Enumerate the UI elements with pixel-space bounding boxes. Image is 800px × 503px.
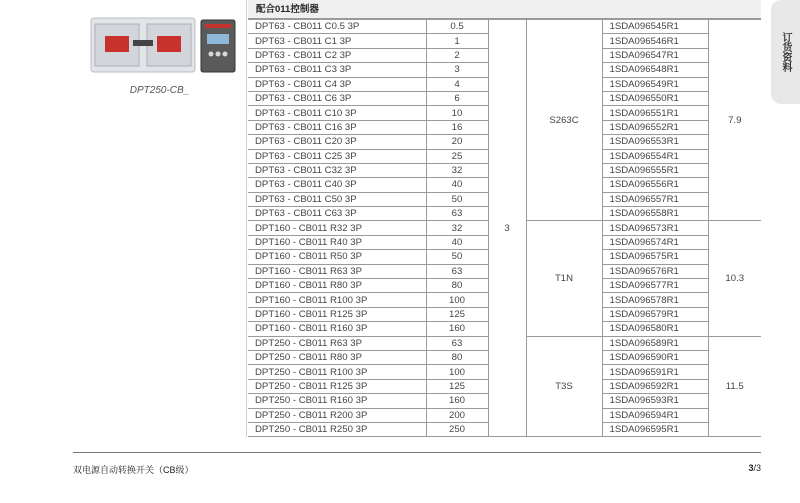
order-code-cell: 1SDA096573R1 — [602, 221, 708, 235]
current-cell: 3 — [426, 63, 488, 77]
model-cell: DPT250 - CB011 R160 3P — [248, 394, 426, 408]
weight-cell: 11.5 — [708, 336, 761, 437]
order-code-cell: 1SDA096593R1 — [602, 394, 708, 408]
transfer-switch-image — [89, 14, 239, 76]
current-cell: 1 — [426, 34, 488, 48]
order-code-cell: 1SDA096592R1 — [602, 379, 708, 393]
order-code-cell: 1SDA096595R1 — [602, 422, 708, 436]
side-tab[interactable] — [771, 0, 800, 104]
order-code-cell: 1SDA096549R1 — [602, 77, 708, 91]
page-number — [720, 463, 761, 473]
footer-divider — [73, 452, 761, 453]
model-cell: DPT63 - CB011 C6 3P — [248, 91, 426, 105]
current-cell: 250 — [426, 422, 488, 436]
current-cell: 63 — [426, 264, 488, 278]
current-cell: 160 — [426, 322, 488, 336]
ordering-table — [248, 0, 761, 437]
current-cell: 50 — [426, 192, 488, 206]
order-code-cell: 1SDA096545R1 — [602, 20, 708, 34]
order-code-cell: 1SDA096554R1 — [602, 149, 708, 163]
section-header: 配合011控制器 — [248, 0, 761, 19]
order-code-cell: 1SDA096550R1 — [602, 91, 708, 105]
model-cell: DPT63 - CB011 C16 3P — [248, 120, 426, 134]
order-code-cell: 1SDA096551R1 — [602, 106, 708, 120]
order-code-cell: 1SDA096552R1 — [602, 120, 708, 134]
model-cell: DPT63 - CB011 C32 3P — [248, 163, 426, 177]
model-cell: DPT250 - CB011 R80 3P — [248, 350, 426, 364]
model-cell: DPT250 - CB011 R200 3P — [248, 408, 426, 422]
order-code-cell: 1SDA096546R1 — [602, 34, 708, 48]
page-current: 3 — [748, 463, 754, 473]
order-code-cell: 1SDA096590R1 — [602, 350, 708, 364]
current-cell: 80 — [426, 350, 488, 364]
breaker-cell: T1N — [526, 221, 602, 336]
model-cell: DPT160 - CB011 R40 3P — [248, 235, 426, 249]
order-code-cell: 1SDA096580R1 — [602, 322, 708, 336]
product-caption: DPT250-CB_ — [129, 85, 190, 96]
current-cell: 125 — [426, 307, 488, 321]
model-cell: DPT63 - CB011 C20 3P — [248, 135, 426, 149]
order-code-cell: 1SDA096553R1 — [602, 135, 708, 149]
poles-cell: 3 — [488, 20, 526, 437]
breaker-cell: T3S — [526, 336, 602, 437]
model-cell: DPT250 - CB011 R100 3P — [248, 365, 426, 379]
ordering-table-body — [248, 19, 761, 437]
order-code-cell: 1SDA096556R1 — [602, 178, 708, 192]
current-cell: 80 — [426, 279, 488, 293]
current-cell: 2 — [426, 48, 488, 62]
model-cell: DPT160 - CB011 R160 3P — [248, 322, 426, 336]
weight-cell: 10.3 — [708, 221, 761, 336]
current-cell: 0.5 — [426, 20, 488, 34]
order-code-cell: 1SDA096555R1 — [602, 163, 708, 177]
current-cell: 200 — [426, 408, 488, 422]
model-cell: DPT160 - CB011 R50 3P — [248, 250, 426, 264]
current-cell: 63 — [426, 207, 488, 221]
breaker-cell: S263C — [526, 20, 602, 221]
order-code-cell: 1SDA096548R1 — [602, 63, 708, 77]
model-cell: DPT160 - CB011 R63 3P — [248, 264, 426, 278]
model-cell: DPT250 - CB011 R250 3P — [248, 422, 426, 436]
weight-cell: 7.9 — [708, 20, 761, 221]
current-cell: 4 — [426, 77, 488, 91]
model-cell: DPT160 - CB011 R32 3P — [248, 221, 426, 235]
model-cell: DPT160 - CB011 R125 3P — [248, 307, 426, 321]
current-cell: 32 — [426, 221, 488, 235]
order-code-cell: 1SDA096576R1 — [602, 264, 708, 278]
model-cell: DPT63 - CB011 C63 3P — [248, 207, 426, 221]
order-code-cell: 1SDA096575R1 — [602, 250, 708, 264]
order-code-cell: 1SDA096577R1 — [602, 279, 708, 293]
order-code-cell: 1SDA096594R1 — [602, 408, 708, 422]
order-code-cell: 1SDA096579R1 — [602, 307, 708, 321]
current-cell: 160 — [426, 394, 488, 408]
order-code-cell: 1SDA096557R1 — [602, 192, 708, 206]
current-cell: 40 — [426, 178, 488, 192]
current-cell: 100 — [426, 365, 488, 379]
current-cell: 6 — [426, 91, 488, 105]
current-cell: 32 — [426, 163, 488, 177]
model-cell: DPT63 - CB011 C0.5 3P — [248, 20, 426, 34]
order-code-cell: 1SDA096591R1 — [602, 365, 708, 379]
current-cell: 40 — [426, 235, 488, 249]
model-cell: DPT63 - CB011 C2 3P — [248, 48, 426, 62]
current-cell: 16 — [426, 120, 488, 134]
model-cell: DPT250 - CB011 R125 3P — [248, 379, 426, 393]
model-cell: DPT63 - CB011 C3 3P — [248, 63, 426, 77]
model-cell: DPT160 - CB011 R80 3P — [248, 279, 426, 293]
model-cell: DPT63 - CB011 C4 3P — [248, 77, 426, 91]
order-code-cell: 1SDA096578R1 — [602, 293, 708, 307]
page-total: /3 — [753, 463, 761, 473]
current-cell: 20 — [426, 135, 488, 149]
side-tab-label: 订货资料 — [780, 32, 791, 72]
order-code-cell: 1SDA096547R1 — [602, 48, 708, 62]
current-cell: 25 — [426, 149, 488, 163]
product-image-panel — [73, 0, 247, 437]
model-cell: DPT63 - CB011 C50 3P — [248, 192, 426, 206]
order-code-cell: 1SDA096574R1 — [602, 235, 708, 249]
order-code-cell: 1SDA096589R1 — [602, 336, 708, 350]
model-cell: DPT63 - CB011 C25 3P — [248, 149, 426, 163]
model-cell: DPT160 - CB011 R100 3P — [248, 293, 426, 307]
current-cell: 10 — [426, 106, 488, 120]
order-code-cell: 1SDA096558R1 — [602, 207, 708, 221]
current-cell: 125 — [426, 379, 488, 393]
current-cell: 100 — [426, 293, 488, 307]
table-row — [248, 20, 761, 34]
model-cell: DPT250 - CB011 R63 3P — [248, 336, 426, 350]
current-cell: 50 — [426, 250, 488, 264]
current-cell: 63 — [426, 336, 488, 350]
model-cell: DPT63 - CB011 C40 3P — [248, 178, 426, 192]
model-cell: DPT63 - CB011 C10 3P — [248, 106, 426, 120]
footer-title: 双电源自动转换开关（CB级） — [73, 465, 194, 475]
model-cell: DPT63 - CB011 C1 3P — [248, 34, 426, 48]
